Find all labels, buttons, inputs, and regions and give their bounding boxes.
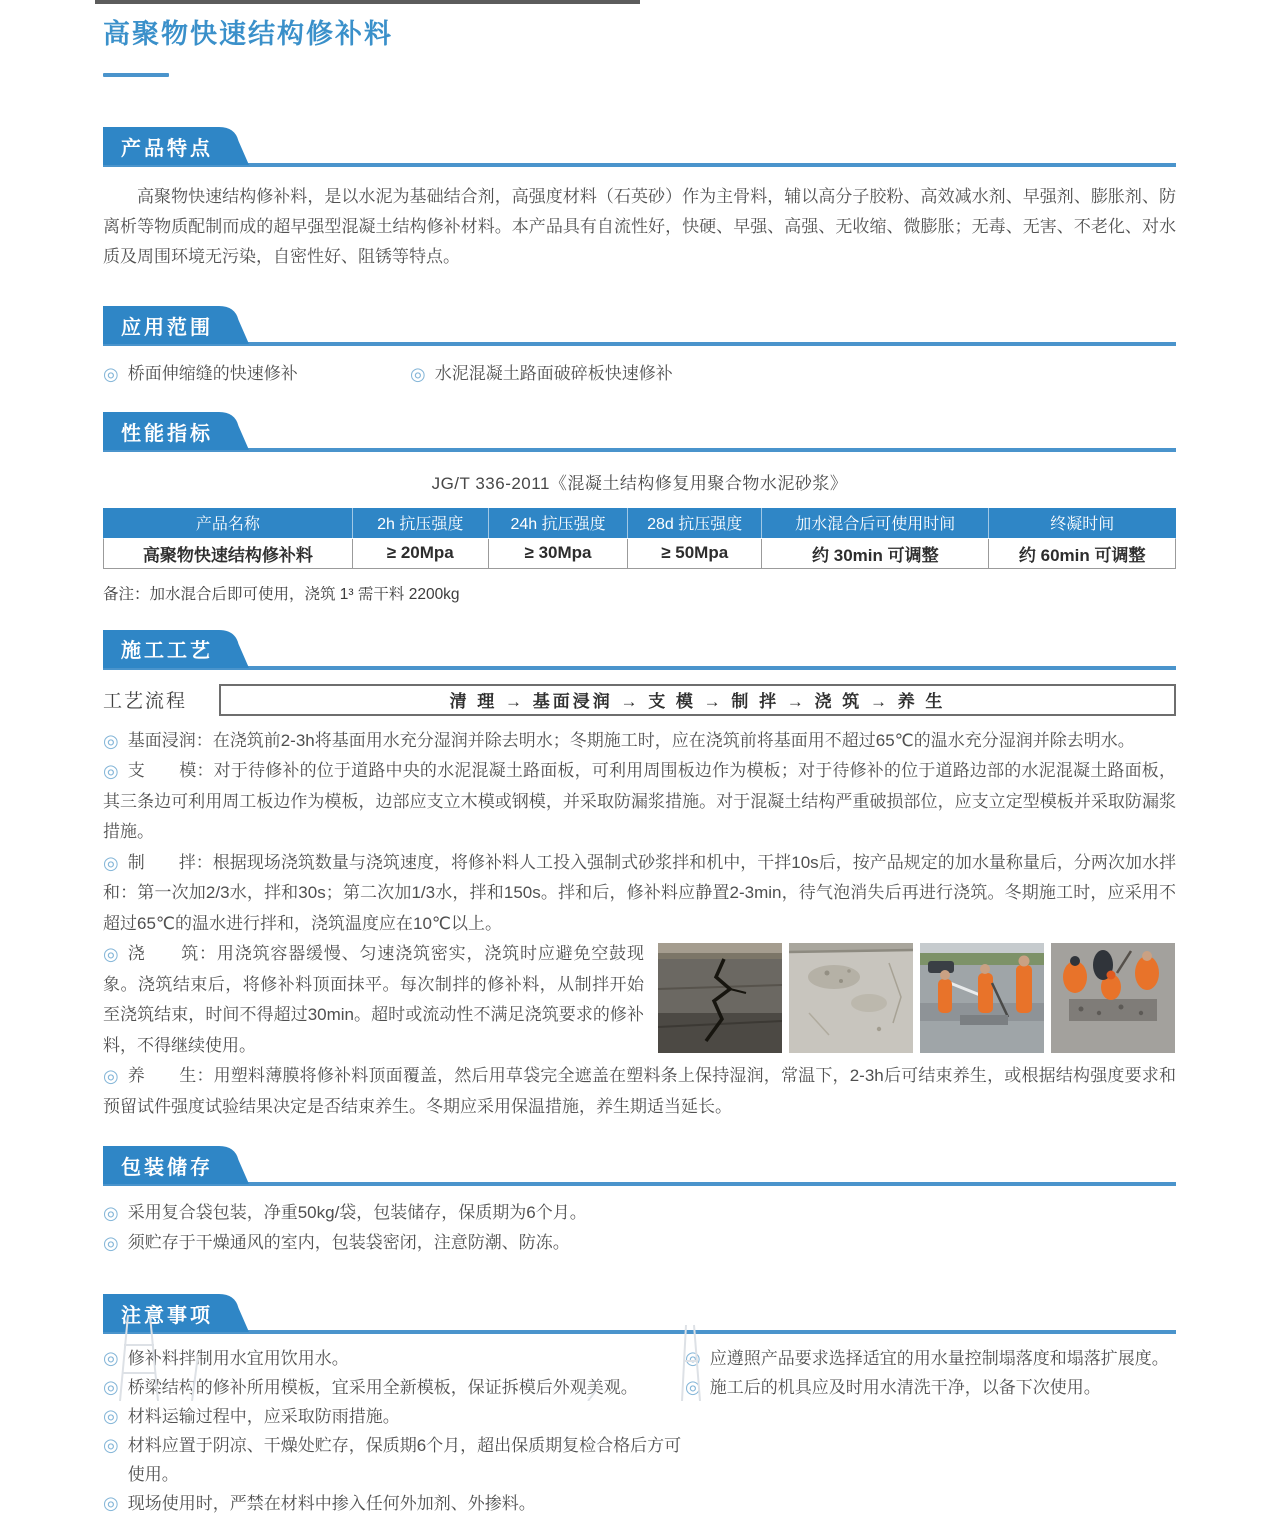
precautions-left-column (103, 1344, 685, 1518)
table-header-cell: 加水混合后可使用时间 (762, 508, 989, 538)
precautions-heading-badge (103, 1294, 249, 1332)
bullseye-icon: ◎ (103, 761, 119, 781)
table-header-row (104, 508, 1176, 538)
performance-table (103, 508, 1176, 569)
process-flow-box (219, 684, 1176, 716)
page-title: 高聚物快速结构修补料 (103, 19, 393, 49)
precaution-item-text: 材料运输过程中，应采取防雨措施。 (127, 1407, 400, 1426)
precaution-item (103, 1344, 685, 1373)
table-cell: 约 60min 可调整 (989, 538, 1176, 568)
packaging-item-text: 采用复合袋包装，净重50kg/袋，包装储存，保质期为6个月。 (127, 1203, 587, 1222)
table-header-cell: 28d 抗压强度 (628, 508, 762, 538)
precaution-item (103, 1431, 685, 1489)
photo-road-repair-crew (920, 943, 1044, 1053)
features-paragraph: 高聚物快速结构修补料，是以水泥为基础结合剂，高强度材料（石英砂）作为主骨料，辅以高分子胶粉、高效减水剂、早强剂、膨胀剂、防离析等物质配制而成的超早强型混凝土结构修补材料。本产品具有自流性好，快硬、早强、高强、无收缩、微膨胀；无毒、无害、不老化、对水质及周围环境无污染，自密性好、阻锈等特点。 (103, 187, 1176, 266)
process-step-curing (103, 1061, 1176, 1122)
application-item-label: 水泥混凝土路面破碎板快速修补 (434, 364, 673, 383)
bullseye-icon: ◎ (103, 730, 119, 751)
precaution-item (103, 1373, 685, 1402)
process-steps-list (103, 726, 1176, 1123)
section-process (103, 632, 1176, 1123)
bullseye-icon: ◎ (103, 1348, 119, 1368)
process-step-mixing (103, 848, 1176, 940)
bullseye-icon: ◎ (103, 364, 119, 384)
packaging-list (103, 1198, 1176, 1258)
top-edge-artifact (95, 0, 640, 4)
title-underline (103, 73, 169, 77)
bullseye-icon: ◎ (103, 1493, 119, 1513)
bullseye-icon: ◎ (410, 364, 426, 384)
photo-concrete-patching-workers (1051, 943, 1175, 1053)
section-precautions (103, 1296, 1176, 1518)
features-heading-bar (103, 129, 1176, 167)
application-item (103, 360, 410, 388)
table-row (104, 538, 1176, 568)
construction-photos (658, 943, 1176, 1053)
precaution-item-text: 材料应置于阴凉、干燥处贮存，保质期6个月，超出保质期复检合格后方可使用。 (127, 1436, 682, 1484)
precaution-item (685, 1373, 1176, 1402)
packaging-heading-bar (103, 1148, 1176, 1186)
precaution-item (103, 1489, 685, 1518)
bullseye-icon: ◎ (103, 852, 119, 873)
process-flow-row (103, 684, 1176, 716)
process-step-text: 基面浸润：在浇筑前2-3h将基面用水充分湿润并除去明水；冬期施工时，应在浇筑前将基面用不超过65℃的温水充分湿润并除去明水。 (127, 730, 1135, 750)
precautions-right-column (685, 1344, 1176, 1518)
table-header-cell: 24h 抗压强度 (488, 508, 627, 538)
precaution-item-text: 施工后的机具应及时用水清洗干净，以备下次使用。 (709, 1378, 1101, 1397)
photo-damaged-concrete-slab (789, 943, 913, 1053)
table-cell: 高聚物快速结构修补料 (104, 538, 353, 568)
application-item-label: 桥面伸缩缝的快速修补 (127, 364, 298, 383)
bullseye-icon: ◎ (685, 1377, 701, 1397)
process-heading-badge (103, 630, 249, 668)
bullseye-icon: ◎ (103, 1066, 119, 1086)
process-step-text: 支 模：对于待修补的位于道路中央的水泥混凝土路面板，可利用周围板边作为模板；对于待修补的位于道路边部的水泥混凝土路面板，其三条边可利用周工板边作为模板，边部应支立木模或钢模，并采取防漏浆措施。对于混凝土结构严重破损部位，应支立定型模板并采取防漏浆措施。 (103, 761, 1176, 841)
application-item (410, 360, 673, 388)
applications-list (103, 360, 1176, 388)
precaution-item-text: 现场使用时，严禁在材料中掺入任何外加剂、外掺料。 (127, 1494, 536, 1513)
packaging-heading-label: 包装储存 (121, 1156, 213, 1179)
performance-heading-bar (103, 414, 1176, 452)
table-cell: ≥ 20Mpa (352, 538, 488, 568)
table-cell: ≥ 50Mpa (628, 538, 762, 568)
bullseye-icon: ◎ (103, 944, 119, 964)
applications-heading-bar (103, 308, 1176, 346)
process-flow-label: 工艺流程 (103, 691, 188, 712)
precautions-columns (103, 1344, 1176, 1518)
process-step-soak (103, 726, 1176, 757)
performance-heading-label: 性能指标 (121, 422, 213, 445)
packaging-heading-badge (103, 1146, 249, 1184)
bullseye-icon: ◎ (103, 1435, 119, 1455)
table-cell: ≥ 30Mpa (488, 538, 627, 568)
precautions-heading-label: 注意事项 (121, 1304, 213, 1327)
process-step-text: 浇 筑：用浇筑容器缓慢、匀速浇筑密实，浇筑时应避免空鼓现象。浇筑结束后，将修补料顶面抹平。每次制拌的修补料，从制拌开始至浇筑结束，时间不得超过30min。超时或流动性不满足浇筑要求的修补料，不得继续使用。 (103, 944, 644, 1055)
bullseye-icon: ◎ (103, 1406, 119, 1426)
applications-heading-badge (103, 306, 249, 344)
applications-heading-label: 应用范围 (121, 316, 213, 339)
precautions-heading-bar (103, 1296, 1176, 1334)
process-heading-bar (103, 632, 1176, 670)
features-heading-label: 产品特点 (121, 137, 213, 160)
process-step-formwork (103, 756, 1176, 848)
section-performance (103, 414, 1176, 604)
precaution-item-text: 修补料拌制用水宜用饮用水。 (127, 1349, 349, 1368)
packaging-item (103, 1228, 1176, 1258)
precaution-item-text: 桥梁结构的修补所用模板，宜采用全新模板，保证拆模后外观美观。 (127, 1378, 638, 1397)
process-step-text: 制 拌：根据现场浇筑数量与浇筑速度，将修补料人工投入强制式砂浆拌和机中，干拌10s后，按产品规定的加水量称量后，分两次加水拌和：第一次加2/3水，拌和30s；第二次加1/3水，拌和150s。拌和后，修补料应静置2-3min，待气泡消失后再进行浇筑。冬期施工时，应采用不超过65℃的温水进行拌和，浇筑温度应在10℃以上。 (103, 852, 1176, 933)
table-header-cell: 产品名称 (104, 508, 353, 538)
performance-heading-badge (103, 412, 249, 450)
table-header-cell: 2h 抗压强度 (352, 508, 488, 538)
bullseye-icon: ◎ (103, 1377, 119, 1397)
packaging-item-text: 须贮存于干燥通风的室内，包装袋密闭，注意防潮、防冻。 (127, 1233, 570, 1252)
process-flow-text: 清 理 → 基面浸润 → 支 模 → 制 拌 → 浇 筑 → 养 生 (449, 692, 946, 711)
photo-cracked-pavement (658, 943, 782, 1053)
precaution-item (103, 1402, 685, 1431)
table-note: 备注：加水混合后即可使用，浇筑 1³ 需干料 2200kg (103, 585, 460, 603)
process-step-pouring (103, 939, 1176, 1061)
bullseye-icon: ◎ (685, 1348, 701, 1368)
table-header-cell: 终凝时间 (989, 508, 1176, 538)
section-applications (103, 308, 1176, 388)
process-step-text: 养 生：用塑料薄膜将修补料顶面覆盖，然后用草袋完全遮盖在塑料条上保持湿润，常温下，2-3h后可结束养生，或根据结构强度要求和预留试件强度试验结果决定是否结束养生。冬期应采用保温措施，养生期适当延长。 (103, 1066, 1176, 1116)
features-heading-badge (103, 127, 249, 165)
packaging-item (103, 1198, 1176, 1228)
table-cell: 约 30min 可调整 (762, 538, 989, 568)
precaution-item-text: 应遵照产品要求选择适宜的用水量控制塌落度和塌落扩展度。 (709, 1349, 1169, 1368)
section-packaging (103, 1148, 1176, 1258)
standard-reference: JG/T 336-2011《混凝土结构修复用聚合物水泥砂浆》 (431, 474, 848, 493)
section-features (103, 129, 1176, 272)
process-heading-label: 施工工艺 (121, 640, 213, 662)
precaution-item (685, 1344, 1176, 1373)
bullseye-icon: ◎ (103, 1233, 119, 1253)
bullseye-icon: ◎ (103, 1203, 119, 1223)
